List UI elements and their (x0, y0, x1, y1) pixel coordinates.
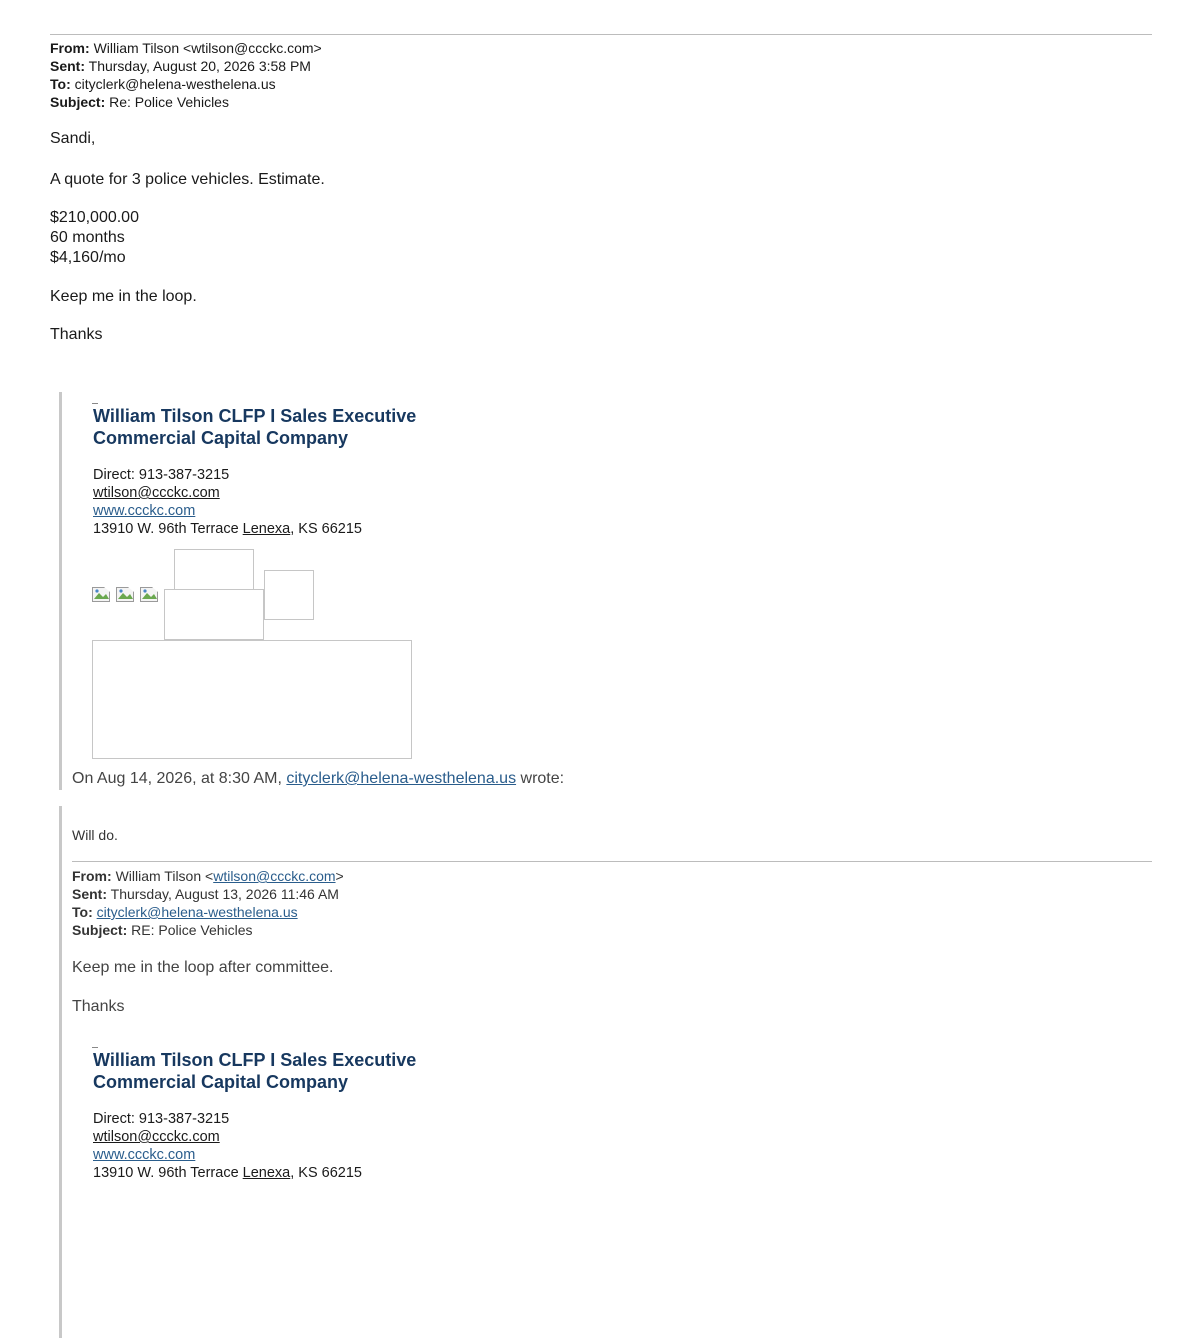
signature-address: 13910 W. 96th Terrace Lenexa, KS 66215 (93, 1165, 362, 1181)
greeting: Sandi, (50, 130, 96, 147)
signature-website-link[interactable]: www.ccckc.com (93, 503, 196, 519)
quote-monthly: $4,160/mo (50, 249, 126, 266)
signature-company: Commercial Capital Company (93, 1072, 349, 1092)
image-placeholder (174, 549, 254, 590)
quoted-subject: Subject: RE: Police Vehicles (72, 922, 253, 938)
broken-image-icon[interactable] (92, 587, 112, 603)
quote-bar (59, 392, 62, 790)
signature-direct: Direct: 913-387-3215 (93, 467, 230, 483)
signature-address: 13910 W. 96th Terrace Lenexa, KS 66215 (93, 521, 362, 537)
quoted-to: To: cityclerk@helena-westhelena.us (72, 904, 298, 920)
to-value: cityclerk@helena-westhelena.us (74, 76, 276, 92)
signature-name: William Tilson CLFP I Sales Executive (93, 1050, 417, 1070)
image-placeholder (164, 589, 264, 640)
reply-text: Will do. (72, 827, 118, 843)
broken-image-icon[interactable] (116, 587, 136, 603)
signature-website-link[interactable]: www.ccckc.com (93, 1147, 196, 1163)
quoted-from: From: William Tilson <wtilson@ccckc.com> (72, 868, 344, 884)
quoted-thanks: Thanks (72, 998, 125, 1015)
quote-term: 60 months (50, 229, 125, 246)
banner-placeholder (92, 640, 412, 759)
header-divider (50, 34, 1152, 35)
quote-bar (59, 806, 62, 1338)
quote-amount: $210,000.00 (50, 209, 139, 226)
quoted-header-divider (72, 861, 1152, 862)
subject-value: Re: Police Vehicles (109, 94, 229, 110)
quoted-sent: Sent: Thursday, August 13, 2026 11:46 AM (72, 886, 339, 902)
loop-line: Keep me in the loop. (50, 288, 197, 305)
image-placeholder (264, 570, 314, 620)
thanks-line: Thanks (50, 326, 103, 343)
signature-direct: Direct: 913-387-3215 (93, 1111, 230, 1127)
signature-name: William Tilson CLFP I Sales Executive (93, 406, 417, 426)
quote-intro: On Aug 14, 2026, at 8:30 AM, cityclerk@helena-westhelena.us wrote: (72, 770, 565, 787)
email-subject: Subject: Re: Police Vehicles (50, 94, 229, 110)
body-line: A quote for 3 police vehicles. Estimate. (50, 171, 325, 188)
email-sent: Sent: Thursday, August 20, 2026 3:58 PM (50, 58, 311, 74)
quoted-body: Keep me in the loop after committee. (72, 959, 334, 976)
from-value: William Tilson <wtilson@ccckc.com> (93, 40, 322, 56)
signature-mark (92, 1047, 98, 1048)
signature-email-link[interactable]: wtilson@ccckc.com (93, 485, 220, 501)
signature-company: Commercial Capital Company (93, 428, 349, 448)
broken-image-icon[interactable] (140, 587, 160, 603)
email-from: From: William Tilson <wtilson@ccckc.com> (50, 40, 322, 56)
address-city: Lenexa (242, 1165, 291, 1181)
quoted-from-email-link[interactable]: wtilson@ccckc.com (213, 868, 336, 884)
email-to: To: cityclerk@helena-westhelena.us (50, 76, 276, 92)
address-city: Lenexa (242, 521, 291, 537)
quote-intro-email-link[interactable]: cityclerk@helena-westhelena.us (286, 770, 517, 787)
quoted-to-email-link[interactable]: cityclerk@helena-westhelena.us (96, 904, 298, 920)
sent-value: Thursday, August 20, 2026 3:58 PM (88, 58, 311, 74)
signature-email-link[interactable]: wtilson@ccckc.com (93, 1129, 220, 1145)
signature-mark (92, 403, 98, 404)
